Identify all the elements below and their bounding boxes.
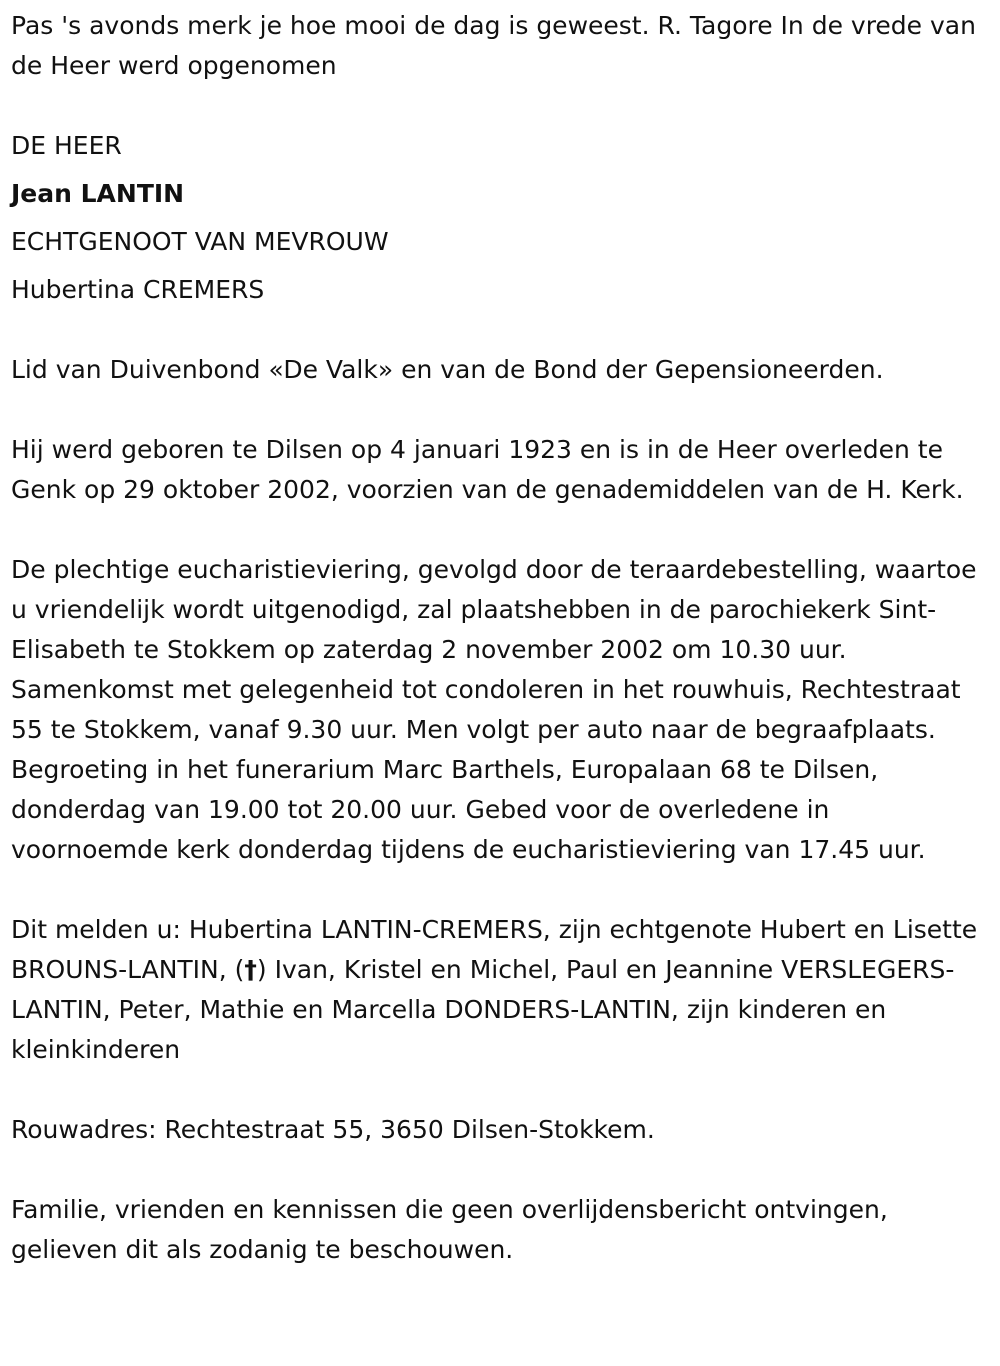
family-text-part2: ) Ivan, Kristel en Michel, Paul en Jeannine VERSLEGERS-LANTIN, Peter, Mathie en Marcella DONDERS-LANTIN, zijn kinderen en kleinkinderen bbox=[11, 955, 955, 1064]
address-paragraph: Rouwadres: Rechtestraat 55, 3650 Dilsen-Stokkem. bbox=[11, 1115, 655, 1144]
title-prefix: DE HEER bbox=[11, 131, 122, 160]
relation-line: ECHTGENOOT VAN MEVROUW bbox=[11, 227, 389, 256]
deceased-name: Jean LANTIN bbox=[11, 179, 185, 208]
family-paragraph bbox=[11, 910, 993, 1070]
family-text-part1: Dit melden u: Hubertina LANTIN-CREMERS, zijn echtgenote Hubert en Lisette BROUNS-LANTIN, ( bbox=[11, 915, 978, 984]
birth-death-paragraph: Hij werd geboren te Dilsen op 4 januari 1923 en is in de Heer overleden te Genk op 29 oktober 2002, voorzien van de genademiddelen van de H. Kerk. bbox=[11, 435, 964, 504]
spouse-name: Hubertina CREMERS bbox=[11, 275, 265, 304]
opening-quote: Pas 's avonds merk je hoe mooi de dag is geweest. R. Tagore In de vrede van de Heer werd opgenomen bbox=[11, 11, 976, 80]
cross-symbol: † bbox=[244, 955, 257, 984]
membership-paragraph: Lid van Duivenbond «De Valk» en van de Bond der Gepensioneerden. bbox=[11, 355, 884, 384]
closing-paragraph: Familie, vrienden en kennissen die geen overlijdensbericht ontvingen, gelieven dit als zodanig te beschouwen. bbox=[11, 1195, 888, 1264]
ceremony-paragraph: De plechtige eucharistieviering, gevolgd door de teraardebestelling, waartoe u vriendelijk wordt uitgenodigd, zal plaatshebben in de parochiekerk Sint-Elisabeth te Stokkem op zaterdag 2 november 2002 om 10.30 uur. Samenkomst met gelegenheid tot condoleren in het rouwhuis, Rechtestraat 55 te Stokkem, vanaf 9.30 uur. Men volgt per auto naar de begraafplaats. Begroeting in het funerarium Marc Barthels, Europalaan 68 te Dilsen, donderdag van 19.00 tot 20.00 uur. Gebed voor de overledene in voornoemde kerk donderdag tijdens de eucharistieviering van 17.45 uur. bbox=[11, 555, 977, 864]
obituary-document bbox=[11, 6, 993, 1270]
